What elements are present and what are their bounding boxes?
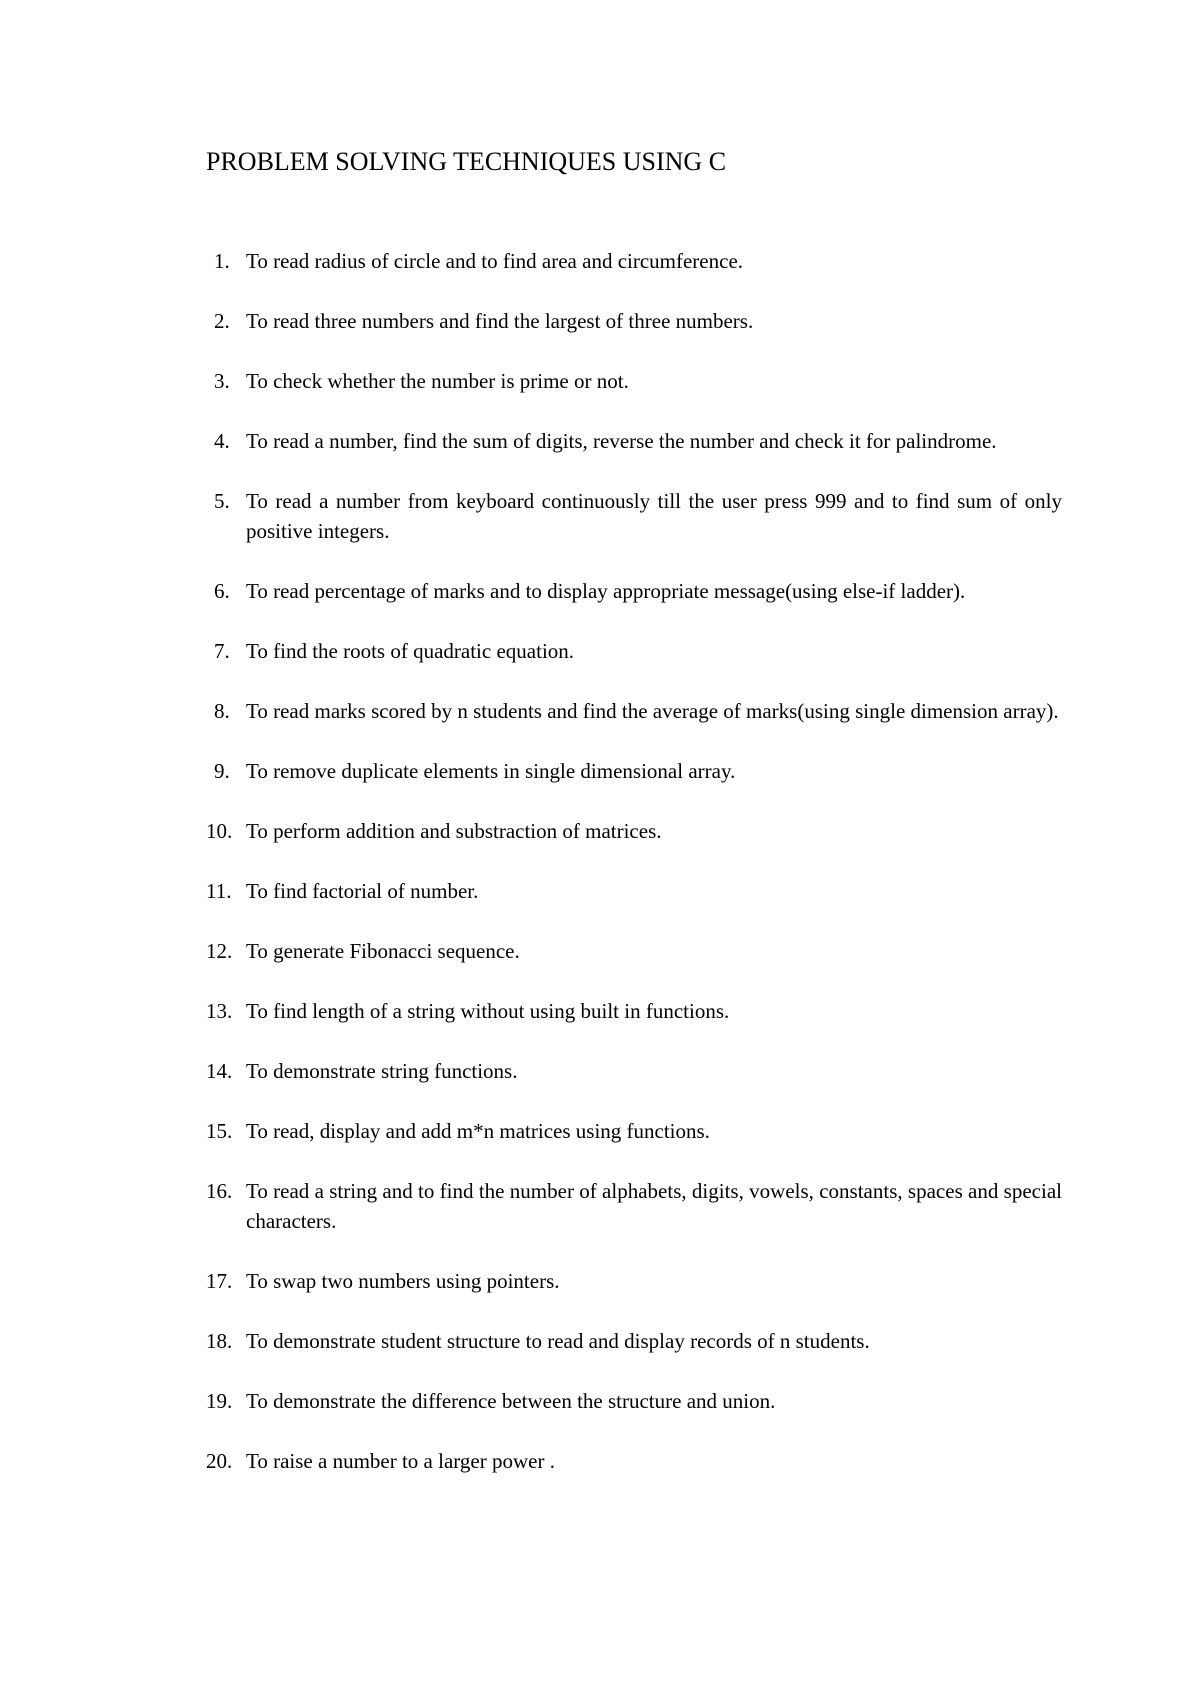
list-item (206, 696, 1062, 726)
item-number: 9. (214, 759, 230, 783)
item-text: To perform addition and substraction of matrices. (246, 819, 662, 843)
item-text: To read radius of circle and to find area and circumference. (246, 249, 744, 273)
item-number: 12. (206, 939, 233, 963)
item-text: To raise a number to a larger power . (246, 1449, 555, 1473)
item-text: To demonstrate the difference between the structure and union. (246, 1389, 776, 1413)
item-text: To check whether the number is prime or not. (246, 369, 629, 393)
item-number: 8. (214, 699, 230, 723)
list-item (206, 1446, 1062, 1476)
list-item (206, 576, 1062, 606)
list-item (206, 1326, 1062, 1356)
item-number: 2. (214, 309, 230, 333)
item-number: 14. (206, 1059, 233, 1083)
item-number: 11. (206, 879, 232, 903)
item-number: 4. (214, 429, 230, 453)
list-item (206, 426, 1062, 456)
list-item (206, 1056, 1062, 1086)
item-number: 19. (206, 1389, 233, 1413)
item-text: To read marks scored by n students and find the average of marks(using single dimension array). (246, 699, 1059, 723)
list-item (206, 1266, 1062, 1296)
item-number: 7. (214, 639, 230, 663)
item-number: 15. (206, 1119, 233, 1143)
item-text: To read a number from keyboard continuously till the user press 999 and to find sum of only positive integers. (246, 489, 1062, 543)
item-text: To read a number, find the sum of digits, reverse the number and check it for palindrome. (246, 429, 997, 453)
item-text: To demonstrate student structure to read and display records of n students. (246, 1329, 870, 1353)
list-item (206, 306, 1062, 336)
problem-list (206, 246, 1062, 1506)
item-text: To demonstrate string functions. (246, 1059, 518, 1083)
item-number: 16. (206, 1179, 233, 1203)
item-text: To read, display and add m*n matrices using functions. (246, 1119, 710, 1143)
list-item (206, 1176, 1062, 1236)
item-text: To find factorial of number. (246, 879, 479, 903)
item-number: 10. (206, 819, 233, 843)
list-item (206, 246, 1062, 276)
item-text: To generate Fibonacci sequence. (246, 939, 520, 963)
item-text: To find the roots of quadratic equation. (246, 639, 575, 663)
item-number: 13. (206, 999, 233, 1023)
list-item (206, 486, 1062, 546)
list-item (206, 636, 1062, 666)
item-number: 1. (214, 249, 230, 273)
list-item (206, 936, 1062, 966)
item-text: To read a string and to find the number of alphabets, digits, vowels, constants, spaces and special characters. (246, 1179, 1062, 1233)
item-text: To read percentage of marks and to display appropriate message(using else-if ladder). (246, 579, 966, 603)
item-text: To read three numbers and find the largest of three numbers. (246, 309, 754, 333)
list-item (206, 876, 1062, 906)
list-item (206, 1116, 1062, 1146)
item-text: To find length of a string without using built in functions. (246, 999, 730, 1023)
list-item (206, 1386, 1062, 1416)
item-number: 20. (206, 1449, 233, 1473)
item-number: 18. (206, 1329, 233, 1353)
item-number: 3. (214, 369, 230, 393)
list-item (206, 366, 1062, 396)
list-item (206, 756, 1062, 786)
list-item (206, 816, 1062, 846)
list-item (206, 996, 1062, 1026)
item-number: 6. (214, 579, 230, 603)
item-text: To remove duplicate elements in single dimensional array. (246, 759, 736, 783)
item-number: 17. (206, 1269, 233, 1293)
item-number: 5. (214, 489, 230, 513)
page-title: PROBLEM SOLVING TECHNIQUES USING C (206, 147, 727, 176)
item-text: To swap two numbers using pointers. (246, 1269, 560, 1293)
